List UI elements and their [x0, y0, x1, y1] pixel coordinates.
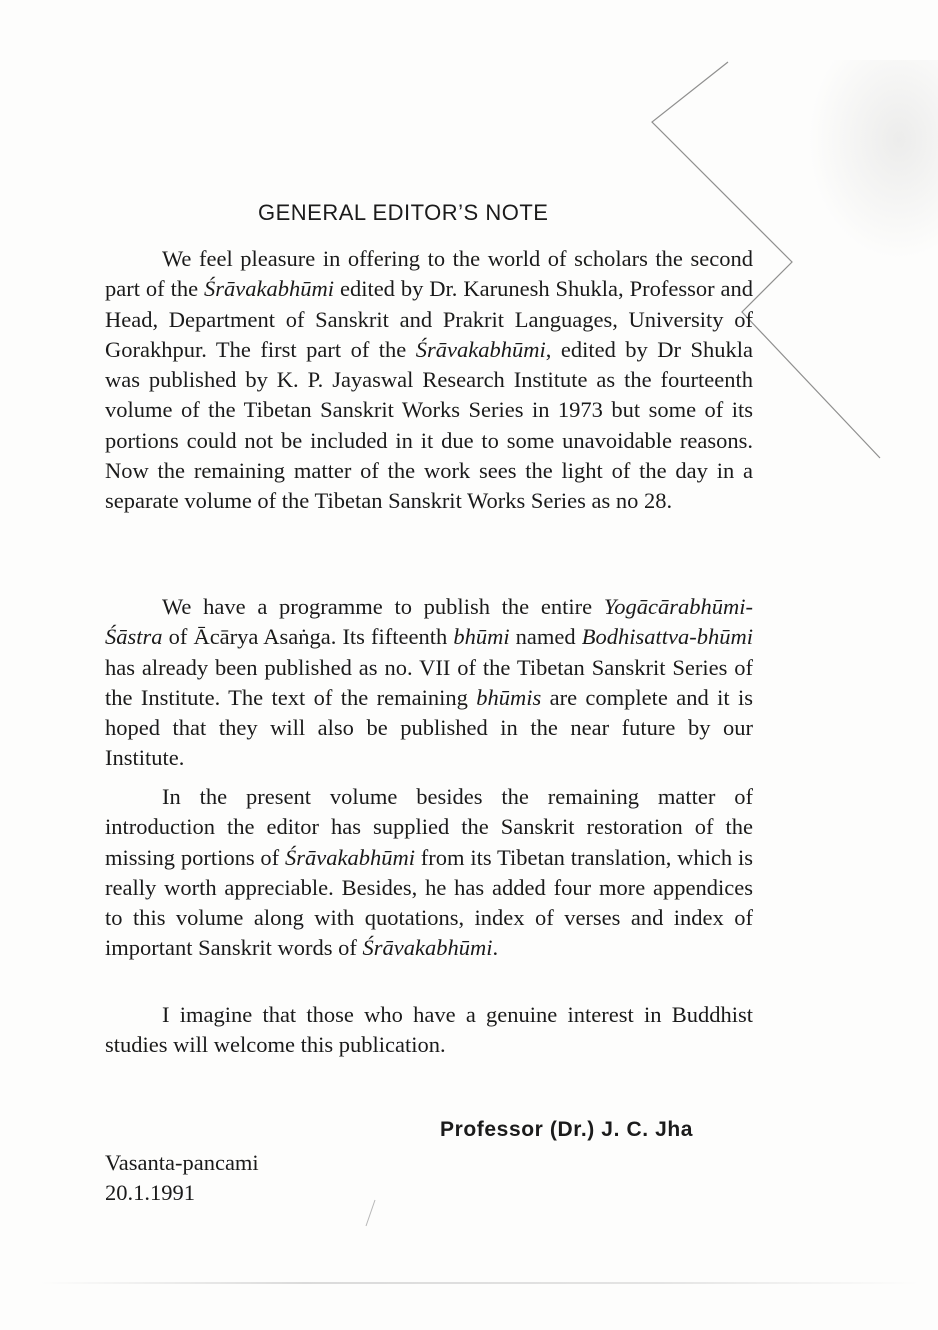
italic-term: bhūmis [476, 684, 542, 710]
scan-edge-line [40, 1282, 920, 1284]
date-line: 20.1.1991 [105, 1180, 195, 1205]
text-run: We have a programme to publish the entire [162, 594, 604, 619]
text-run: from its Tibetan translation, which is really worth appreciable. Besides, he has added four more appendices to this volume along with quotations, index of verses and index of important Sanskrit words of [105, 844, 753, 961]
text-run: are complete and it is hoped that they will also be published in the near future by our Institute. [105, 684, 753, 771]
italic-term: Śrāvakabhūmi [204, 276, 335, 302]
text-run: We feel pleasure in offering to the world of scholars the second part of the [105, 246, 753, 302]
text-run: named [509, 624, 582, 650]
scan-smudge [808, 60, 938, 260]
italic-term: Bodhisattva-bhūmi [581, 624, 753, 650]
italic-term: Śrāvakabhūmi [362, 935, 493, 961]
text-run: has already been published as no. VII of the Tibetan Sanskrit Series of the Institute. The text of the remaining [105, 654, 753, 710]
text-run: , edited by Dr Shukla was published by K. P. Jayaswal Research Institute as the fourteenth volume of the Tibetan Sanskrit Works Series in 1973 but some of its portions could not be included in it due to some unavoidable reasons. Now the remaining matter of the work sees the light of the day in a separate volume of the Tibetan Sanskrit Works Series as no 28. [105, 336, 754, 514]
text-run: In the present volume besides the remaining matter of introduction the editor has supplied the Sanskrit restoration of the missing portions of [105, 784, 753, 870]
signature: Professor (Dr.) J. C. Jha [440, 1118, 694, 1141]
italic-term: Śrāvakabhūmi [284, 844, 415, 870]
text-run: . [492, 935, 499, 961]
paragraph-1 [105, 244, 753, 517]
paragraph-2 [105, 592, 753, 774]
italic-term: Yogācārabhūmi-Śāstra [105, 594, 753, 650]
paragraph-3 [105, 782, 753, 964]
page-title: GENERAL EDITOR’S NOTE [258, 200, 549, 225]
text-run: of Ācārya Asaṅga. Its fifteenth [162, 624, 454, 650]
paragraph-4: I imagine that those who have a genuine interest in Buddhist studies will welcome this publication. [105, 1002, 753, 1058]
italic-term: Śrāvakabhūmi [415, 336, 546, 362]
italic-term: bhūmi [453, 624, 510, 650]
text-run: edited by Dr. Karunesh Shukla, Professor and Head, Department of Sanskrit and Prakrit Languages, University of Gorakhpur. The first part of the [105, 276, 753, 362]
place-line: Vasanta-pancami [105, 1150, 259, 1175]
